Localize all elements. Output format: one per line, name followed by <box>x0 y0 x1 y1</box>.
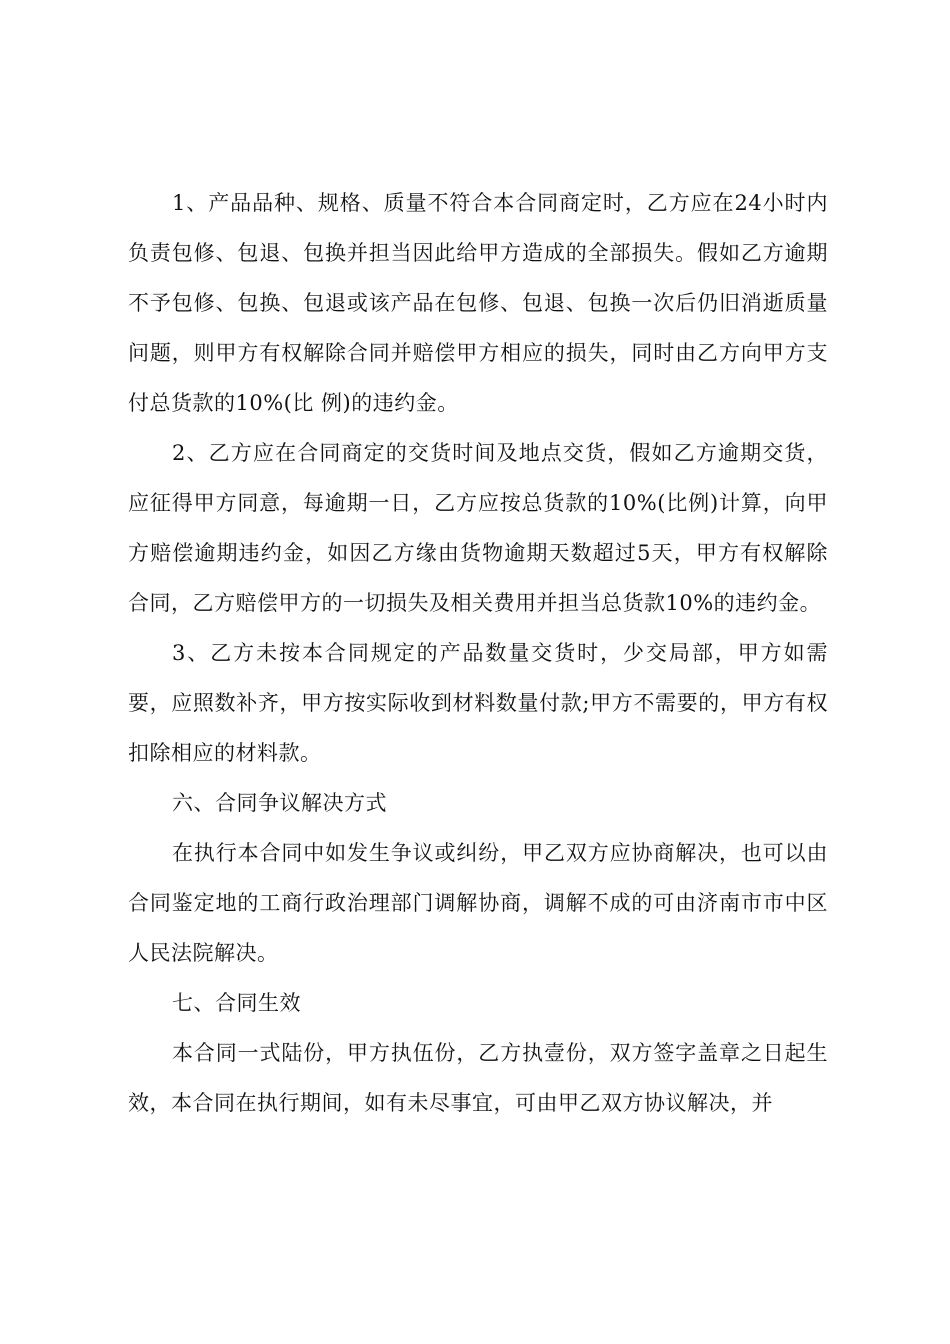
section-7-heading: 七、合同生效 <box>172 991 301 1015</box>
clause-3-paragraph: 3、乙方未按本合同规定的产品数量交货时，少交局部，甲方如需要，应照数补齐，甲方按实际收到材料数量付款;甲方不需要的，甲方有权扣除相应的材料款。 <box>128 641 828 765</box>
section-6-paragraph: 在执行本合同中如发生争议或纠纷，甲乙双方应协商解决，也可以由合同鉴定地的工商行政治理部门调解协商，调解不成的可由济南市市中区人民法院解决。 <box>128 841 828 965</box>
clause-1-paragraph: 1、产品品种、规格、质量不符合本合同商定时，乙方应在24小时内负责包修、包退、包换并担当因此给甲方造成的全部损失。假如乙方逾期不予包修、包换、包退或该产品在包修、包退、包换一次后仍旧消逝质量问题，则甲方有权解除合同并赔偿甲方相应的损失，同时由乙方向甲方支付总货款的10%(比 例)的违约金。 <box>128 191 828 415</box>
section-6-heading: 六、合同争议解决方式 <box>172 791 387 815</box>
section-7-paragraph: 本合同一式陆份，甲方执伍份，乙方执壹份，双方签字盖章之日起生效，本合同在执行期间，如有未尽事宜，可由甲乙双方协议解决，并 <box>128 1041 828 1115</box>
document-body <box>128 178 828 1128</box>
clause-2-paragraph: 2、乙方应在合同商定的交货时间及地点交货，假如乙方逾期交货，应征得甲方同意，每逾期一日，乙方应按总货款的10%(比例)计算，向甲方赔偿逾期违约金，如因乙方缘由货物逾期天数超过5天，甲方有权解除合同，乙方赔偿甲方的一切损失及相关费用并担当总货款10%的违约金。 <box>128 441 828 615</box>
